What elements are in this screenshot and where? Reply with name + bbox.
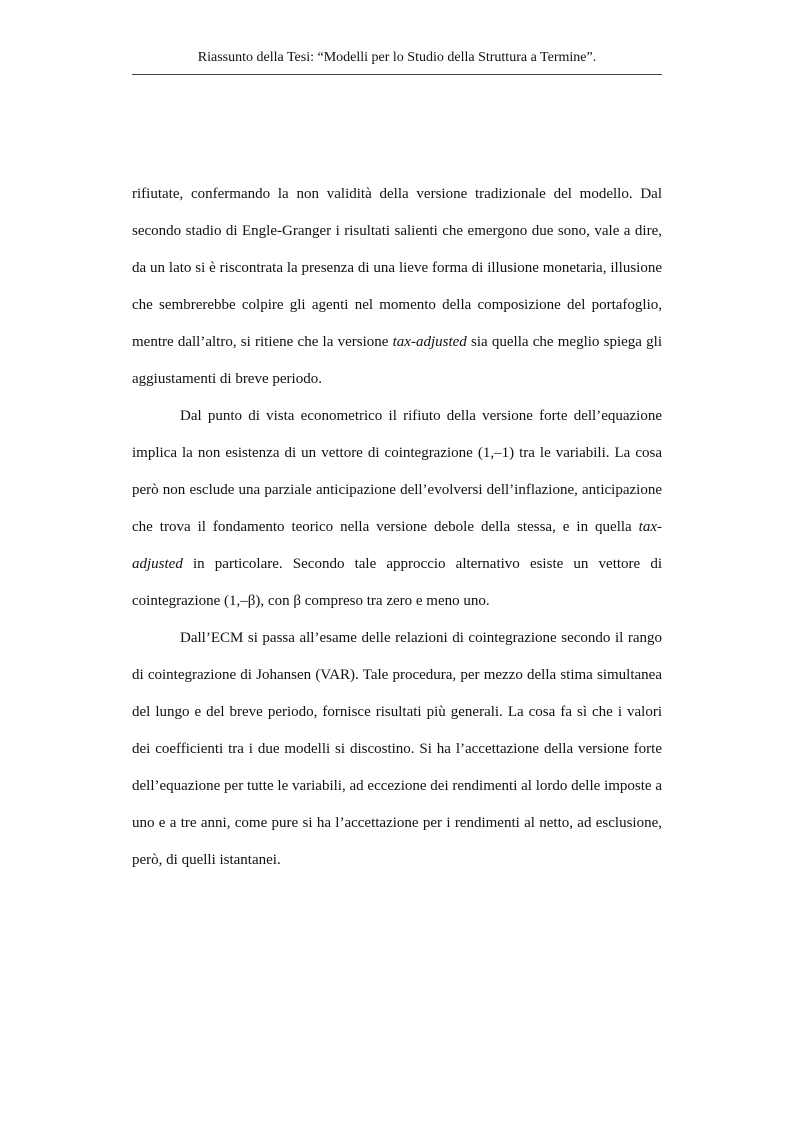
- paragraph-2: [132, 398, 662, 620]
- paragraph-3: Dall’ECM si passa all’esame delle relazioni di cointegrazione secondo il rango di cointegrazione di Johansen (VAR). Tale procedura, per mezzo della stima simultanea del lungo e del breve periodo, fornisce risultati più generali. La cosa fa sì che i valori dei coefficienti tra i due modelli si discostino. Si ha l’accettazione della versione forte dell’equazione per tutte le variabili, ad eccezione dei rendimenti al lordo delle imposte a uno e a tre anni, come pure si ha l’accettazione per i rendimenti al netto, ad esclusione, però, di quelli istantanei.: [132, 630, 662, 868]
- body-text: [132, 176, 662, 879]
- paragraph-1-text: rifiutate, confermando la non validità della versione tradizionale del modello. Dal secondo stadio di Engle-Granger i risultati salienti che emergono due sono, vale a dire, da un lato si è riscontrata la presenza di una lieve forma di illusione monetaria, illusione che sembrerebbe colpire gli agenti nel momento della composizione del portafoglio, mentre dall’altro, si ritiene che la versione: [132, 186, 662, 350]
- paragraph-2-emphasis: tax-adjusted: [132, 519, 662, 572]
- paragraph-2-text-end: in particolare. Secondo tale approccio alternativo esiste un vettore di cointegrazione (1,–β), con β compreso tra zero e meno uno.: [132, 556, 662, 609]
- paragraph-2-text: Dal punto di vista econometrico il rifiuto della versione forte dell’equazione implica la non esistenza di un vettore di cointegrazione (1,–1) tra le variabili. La cosa però non esclude una parziale anticipazione dell’evolversi dell’inflazione, anticipazione che trova il fondamento teorico nella versione debole della stessa, e in quella: [132, 408, 662, 535]
- paragraph-1: [132, 176, 662, 398]
- page-header: Riassunto della Tesi: “Modelli per lo Studio della Struttura a Termine”.: [197, 50, 597, 65]
- header-divider: [132, 74, 662, 75]
- paragraph-1-emphasis: tax-adjusted: [392, 334, 467, 350]
- paragraph-1-text-end: sia quella che meglio spiega gli aggiustamenti di breve periodo.: [132, 334, 663, 387]
